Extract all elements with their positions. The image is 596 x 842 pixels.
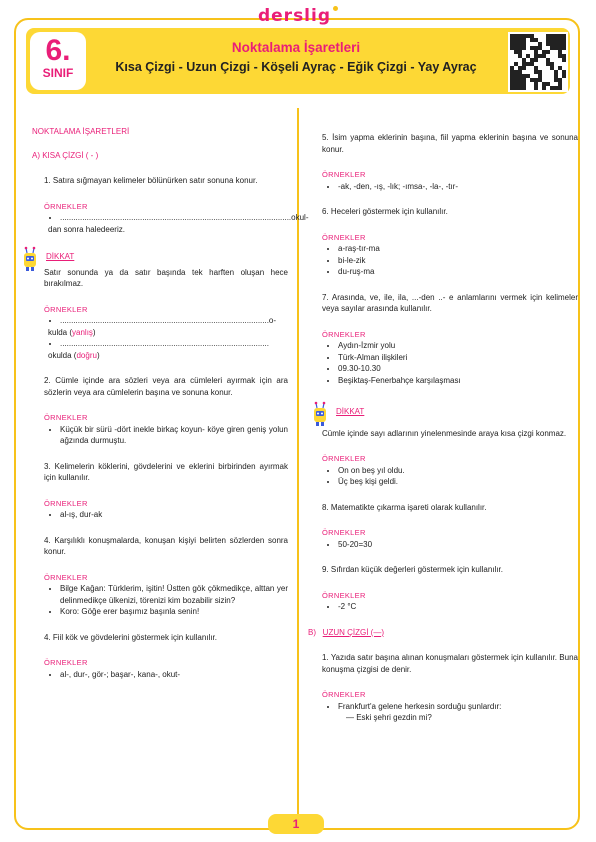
rule-5: 5. İsim yapma eklerinin başına, fiil yapma eklerinin başına ve sonuna konur. (322, 133, 578, 154)
dikkat-box (322, 406, 578, 418)
robot-mascot-icon (20, 245, 40, 273)
example-item: • Türk-Alman ilişkileri (338, 352, 578, 364)
rule-7: 7. Arasında, ve, ile, ila, ...-den ..- e anlamlarını vermek için kelimeler veya sayılar arasında kullanılır. (322, 292, 578, 313)
example-item-cont: okulda (doğru) (48, 350, 100, 360)
dikkat-text: Cümle içinde sayı adlarının yinelenmesinde araya kısa çizgi konmaz. (322, 428, 567, 438)
example-item-cont: kulda (yanlış) (48, 327, 96, 337)
example-item-cont: — Eski şehri gezdin mi? (346, 713, 432, 722)
examples-label: ÖRNEKLER (322, 590, 366, 600)
examples-label: ÖRNEKLER (322, 232, 366, 242)
example-item: • Bilge Kağan: Türklerim, işitin! Üstten gök çökmedikçe, alttan yer delinmedikçe ülkenizi, törenizi kim bozabilir sizin? (60, 583, 288, 606)
example-item: • bi-le-zik (338, 255, 578, 267)
grade-number: 6. (45, 34, 71, 67)
example-item: • On on beş yıl oldu. (338, 465, 578, 477)
rule-4: 4. Karşılıklı konuşmalarda, konuşan kişiyi belirten sözlerden sonra konur. (44, 535, 288, 556)
rule-9: 9. Sıfırdan küçük değerleri göstermek için kullanılır. (322, 565, 503, 574)
brand-logo: derslig (0, 6, 596, 26)
dikkat-label: DİKKAT (46, 252, 75, 261)
example-item: • a-raş-tır-ma (338, 243, 578, 255)
rule-5: 4. Fiil kök ve gövdelerini göstermek için kullanılır. (44, 632, 217, 642)
robot-mascot-icon (310, 400, 330, 428)
example-item: • ..............................................................................................o- (60, 315, 288, 327)
example-item: • 09.30-10.30 (338, 363, 578, 375)
examples-label: ÖRNEKLER (44, 201, 88, 211)
section-b-heading: B) UZUN ÇİZGİ (—) (308, 627, 384, 637)
example-item: • al-ış, dur-ak (60, 509, 288, 521)
left-column (32, 126, 309, 680)
example-item: • Frankfurt'a gelene herkesin sorduğu şunlardır: (338, 701, 578, 713)
example-item: • Koro: Göğe erer başımız başınla senin! (60, 606, 288, 618)
main-heading: NOKTALAMA İŞARETLERİ (32, 127, 130, 136)
rule-2: 2. Cümle içinde ara sözleri veya ara cümleleri ayırmak için ara sözlerin veya ara cümlelerin başına ve sonuna konur. (44, 376, 288, 397)
right-column (308, 132, 578, 724)
examples-label: ÖRNEKLER (322, 528, 366, 537)
rule-b1: 1. Yazıda satır başına alınan konuşmaları göstermek için kullanılır. Buna konuşma çizgisi de denir. (322, 653, 578, 674)
rule-8: 8. Matematikte çıkarma işareti olarak kullanılır. (322, 502, 487, 512)
example-item: • 50-20=30 (338, 539, 578, 551)
example-item: • -ak, -den, -ış, -lık; -ımsa-, -la-, -tır- (338, 181, 578, 193)
example-item: • -2 °C (338, 601, 578, 613)
examples-label: ÖRNEKLER (322, 329, 366, 339)
page-subtitle: Kısa Çizgi - Uzun Çizgi - Köşeli Ayraç - Eğik Çizgi - Yay Ayraç (115, 60, 477, 74)
example-item: • ........................................................................................................okul- (60, 212, 288, 224)
example-item-cont: dan sonra haledeeriz. (48, 224, 125, 234)
grade-word: SINIF (42, 66, 74, 80)
examples-label: ÖRNEKLER (44, 304, 88, 314)
examples-label: ÖRNEKLER (44, 413, 88, 422)
dikkat-box (32, 251, 288, 263)
example-item: • Beşiktaş-Fenerbahçe karşılaşması (338, 375, 578, 387)
examples-label: ÖRNEKLER (44, 498, 88, 508)
dikkat-label: DİKKAT (336, 407, 365, 416)
rule-1: 1. Satıra sığmayan kelimeler bölünürken satır sonuna konur. (44, 176, 258, 185)
qr-code-icon[interactable] (508, 32, 568, 92)
example-item: • Üç beş kişi geldi. (338, 476, 578, 488)
examples-label: ÖRNEKLER (44, 572, 88, 582)
examples-label: ÖRNEKLER (44, 658, 88, 667)
rule-6: 6. Heceleri göstermek için kullanılır. (322, 207, 448, 216)
dikkat-text: Satır sonunda ya da satır başında tek harften oluşan hece bırakılmaz. (44, 267, 288, 288)
example-item: • Küçük bir sürü -dört inekle birkaç koyun- köye giren geniş yolun ağzında durmuştu. (60, 424, 288, 447)
examples-label: ÖRNEKLER (322, 170, 366, 179)
example-item: • .............................................................................................. (60, 338, 288, 350)
page-title: Noktalama İşaretleri (231, 40, 361, 55)
rule-3: 3. Kelimelerin köklerini, gövdelerini ve eklerini birbirinden ayırmak için kullanılır. (44, 461, 288, 482)
example-item: • Aydın-İzmir yolu (338, 340, 578, 352)
page-number: 1 (268, 814, 324, 834)
section-a-heading: A) KISA ÇİZGİ ( - ) (32, 150, 99, 160)
examples-label: ÖRNEKLER (322, 454, 366, 463)
examples-label: ÖRNEKLER (322, 690, 366, 699)
example-item: • al-, dur-, gör-; başar-, kana-, okut- (60, 669, 288, 681)
grade-badge (30, 32, 86, 90)
example-item: • du-ruş-ma (338, 266, 578, 278)
